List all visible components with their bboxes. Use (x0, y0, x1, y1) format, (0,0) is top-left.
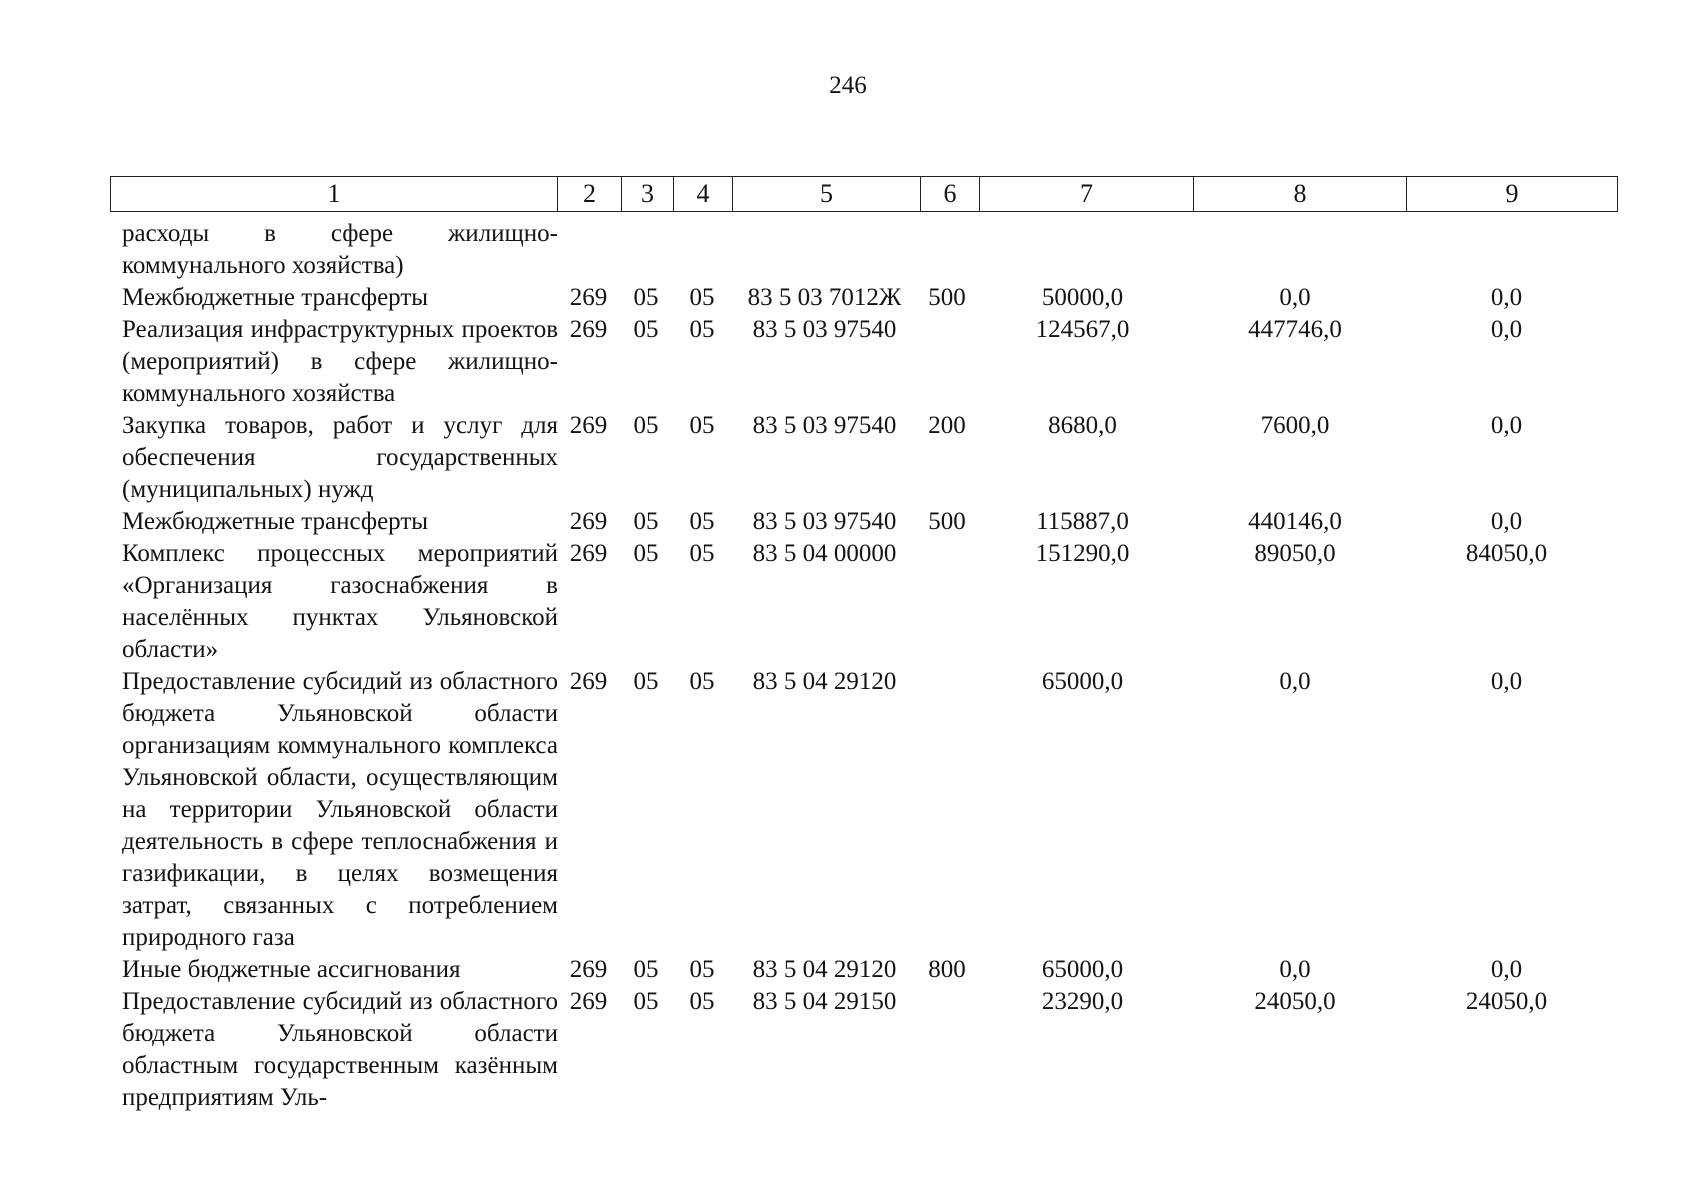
budget-table (110, 218, 1612, 1114)
row-expense-type (918, 986, 976, 1114)
row-description: Межбюджетные трансферты (122, 508, 429, 535)
row-subsection: 05 (689, 668, 715, 695)
row-amount-col9: 0,0 (1490, 668, 1523, 695)
row-section: 05 (633, 284, 659, 311)
row-expense-type: 500 (928, 508, 966, 535)
row-amount-col8: 0,0 (1279, 284, 1311, 311)
row-target-article: 83 5 03 97540 (752, 412, 897, 439)
row-target-article: 83 5 04 00000 (752, 540, 897, 567)
row-amount-col9: 0,0 (1490, 508, 1523, 535)
row-amount-col7: 8680,0 (1048, 412, 1117, 439)
row-amount-col7: 65000,0 (1041, 956, 1124, 983)
table-header (110, 176, 1618, 212)
row-section: 05 (633, 956, 659, 983)
row-amount-col9: 84050,0 (1465, 540, 1548, 567)
row-amount-col8: 0,0 (1279, 956, 1311, 983)
row-amount-col7: 115887,0 (1036, 508, 1129, 535)
row-amount-col7: 50000,0 (1041, 284, 1124, 311)
row-amount-col7: 124567,0 (1035, 316, 1130, 343)
row-ministry-code: 269 (569, 988, 608, 1015)
header-cell-6: 6 (921, 177, 980, 212)
row-amount-col7: 65000,0 (1041, 668, 1124, 695)
budget-table-body (110, 218, 1612, 1114)
row-amount-col9 (1401, 218, 1612, 282)
row-amount-col8: 447746,0 (1248, 316, 1342, 343)
row-expense-type (918, 218, 976, 282)
row-expense-type (918, 538, 976, 666)
row-subsection: 05 (689, 284, 715, 311)
row-expense-type (918, 666, 976, 954)
table-row (110, 538, 1612, 666)
row-amount-col8: 24050,0 (1254, 988, 1336, 1015)
row-description: Предоставление субсидий из областного бюджета Ульяновской области организациям коммунального комплекса Ульяновской области, осуществляющим на территории Ульяновской области деятельность в сфере теплоснабжения и газификации, в целях возмещения затрат, связанных с потреблением природного газа (122, 668, 558, 951)
row-subsection: 05 (689, 956, 715, 983)
row-ministry-code: 269 (569, 956, 608, 983)
row-ministry-code: 269 (569, 316, 608, 343)
row-subsection: 05 (689, 540, 715, 567)
row-description: Закупка товаров, работ и услуг для обеспечения государственных (муниципальных) нужд (122, 412, 558, 503)
row-target-article (731, 218, 918, 282)
row-section: 05 (633, 988, 659, 1015)
row-expense-type: 800 (928, 956, 966, 983)
table-row (110, 666, 1612, 954)
table-row (110, 954, 1612, 986)
row-target-article: 83 5 03 97540 (752, 316, 897, 343)
header-cell-5: 5 (733, 177, 921, 212)
row-description: Комплекс процессных мероприятий «Организация газоснабжения в населённых пунктах Ульяновской области» (122, 540, 558, 663)
table-row (110, 986, 1612, 1114)
row-section: 05 (633, 540, 659, 567)
row-target-article: 83 5 04 29120 (752, 956, 897, 983)
row-target-article: 83 5 03 7012Ж (747, 284, 902, 311)
row-amount-col9: 0,0 (1490, 284, 1523, 311)
row-amount-col9: 24050,0 (1465, 988, 1548, 1015)
row-amount-col9: 0,0 (1490, 412, 1523, 439)
row-subsection: 05 (689, 316, 715, 343)
row-section: 05 (633, 508, 659, 535)
row-target-article: 83 5 03 97540 (752, 508, 897, 535)
row-section: 05 (633, 316, 659, 343)
header-cell-4: 4 (674, 177, 733, 212)
header-cell-1: 1 (111, 177, 558, 212)
table-row (110, 218, 1612, 282)
row-expense-type (918, 314, 976, 410)
row-description: Иные бюджетные ассигнования (122, 956, 461, 983)
row-amount-col8: 440146,0 (1248, 508, 1342, 535)
table-row (110, 410, 1612, 506)
table-row (110, 506, 1612, 538)
row-ministry-code: 269 (569, 284, 608, 311)
row-description: Реализация инфраструктурных проектов (мероприятий) в сфере жилищно-коммунального хозяйства (122, 316, 558, 407)
row-target-article: 83 5 04 29150 (752, 988, 897, 1015)
row-amount-col9: 0,0 (1490, 956, 1523, 983)
row-amount-col7: 23290,0 (1041, 988, 1124, 1015)
row-ministry-code: 269 (569, 540, 608, 567)
row-section: 05 (633, 412, 659, 439)
row-amount-col7: 151290,0 (1035, 540, 1130, 567)
header-cell-7: 7 (980, 177, 1194, 212)
header-cell-9: 9 (1407, 177, 1618, 212)
table-row (110, 314, 1612, 410)
header-cell-3: 3 (622, 177, 674, 212)
row-section (619, 218, 673, 282)
header-cell-2: 2 (558, 177, 622, 212)
row-amount-col8: 7600,0 (1260, 412, 1330, 439)
row-ministry-code (558, 218, 619, 282)
row-amount-col8 (1189, 218, 1401, 282)
row-expense-type: 500 (928, 284, 966, 311)
row-subsection: 05 (689, 988, 715, 1015)
row-description: Межбюджетные трансферты (122, 284, 429, 311)
header-row (111, 177, 1618, 212)
header-cell-8: 8 (1194, 177, 1407, 212)
row-subsection: 05 (689, 412, 715, 439)
row-subsection: 05 (689, 508, 715, 535)
row-ministry-code: 269 (569, 412, 608, 439)
row-subsection (673, 218, 731, 282)
row-amount-col8: 0,0 (1279, 668, 1311, 695)
page-number: 246 (829, 72, 867, 99)
row-ministry-code: 269 (569, 508, 608, 535)
row-target-article: 83 5 04 29120 (752, 668, 897, 695)
row-amount-col7 (976, 218, 1189, 282)
row-amount-col9: 0,0 (1490, 316, 1523, 343)
row-amount-col8: 89050,0 (1254, 540, 1336, 567)
table-row (110, 282, 1612, 314)
row-description: расходы в сфере жилищно-коммунального хозяйства) (122, 220, 558, 279)
row-ministry-code: 269 (569, 668, 608, 695)
row-expense-type: 200 (928, 412, 966, 439)
row-description: Предоставление субсидий из областного бюджета Ульяновской области областным государственным казённым предприятиям Уль- (122, 988, 558, 1111)
row-section: 05 (633, 668, 659, 695)
